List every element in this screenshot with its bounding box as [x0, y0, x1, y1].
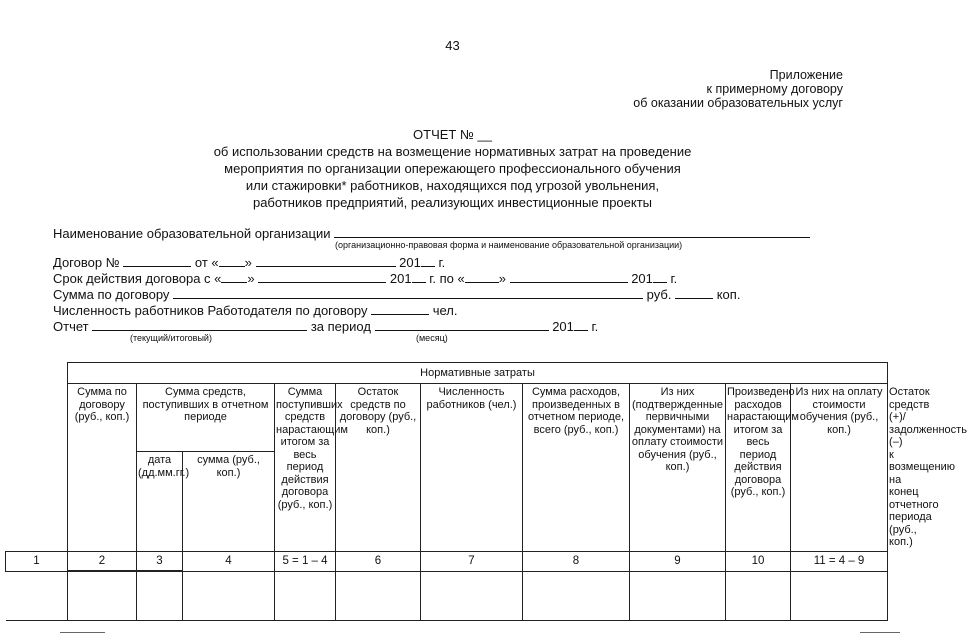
- sum-kop-label: коп.: [716, 287, 741, 302]
- table-cell[interactable]: [791, 571, 888, 620]
- sum-kop-field[interactable]: [675, 286, 713, 299]
- sum-rub-label: руб.: [646, 287, 672, 302]
- term-end-year-suffix: г.: [670, 271, 678, 286]
- report-month-field[interactable]: [375, 318, 549, 331]
- table-cell[interactable]: [336, 571, 421, 620]
- header-col-6-text: Численность работников (чел.): [426, 386, 517, 411]
- table-row: [6, 571, 888, 620]
- header-col-1-text: Сумма по договору (руб., коп.): [74, 386, 130, 423]
- report-year-field[interactable]: [574, 318, 588, 331]
- header-col-10-text: Из них на оплату стоимости обучения (руб., коп.): [795, 386, 883, 436]
- bottom-rule-left: [60, 632, 105, 633]
- report-type-field[interactable]: [92, 318, 307, 331]
- column-number: 3: [137, 551, 183, 571]
- page-number: 43: [445, 38, 460, 53]
- column-number: 8: [523, 551, 630, 571]
- contract-quote: »: [244, 255, 252, 270]
- contract-year-prefix: 201: [399, 255, 421, 270]
- report-type-hint: (текущий/итоговый): [130, 333, 212, 343]
- header-col-8-text: Из них (подтвержденные первичными документами) на оплату стоимости обучения (руб., коп.): [631, 386, 724, 473]
- contract-row: [53, 254, 445, 270]
- table-cell[interactable]: [421, 571, 523, 620]
- contract-month-field[interactable]: [256, 254, 396, 267]
- table-cell[interactable]: [68, 571, 137, 620]
- org-name-label: Наименование образовательной организации: [53, 226, 331, 241]
- term-end-year-prefix: 201: [631, 271, 653, 286]
- header-col-2-3-group: [137, 384, 275, 452]
- bottom-rule-right: [860, 632, 900, 633]
- table-cell[interactable]: [6, 571, 68, 620]
- staff-label: Численность работников Работодателя по договору: [53, 303, 368, 318]
- term-to-label: г. по «: [429, 271, 465, 286]
- staff-row: [53, 302, 457, 318]
- contract-day-field[interactable]: [219, 254, 245, 267]
- header-col-3: [183, 452, 275, 551]
- table-cell[interactable]: [275, 571, 336, 620]
- header-col-3-text: сумма (руб., коп.): [197, 454, 260, 479]
- staff-count-field[interactable]: [371, 302, 429, 315]
- group-header-cell: [68, 363, 888, 384]
- appendix-line-1: Приложение: [769, 68, 843, 82]
- term-end-day-field[interactable]: [465, 270, 499, 283]
- header-col-5-text: Остаток средств по договору (руб., коп.): [339, 386, 417, 436]
- column-number: 10: [726, 551, 791, 571]
- contract-number-field[interactable]: [123, 254, 191, 267]
- sum-rub-field[interactable]: [173, 286, 643, 299]
- report-year-prefix: 201: [552, 319, 574, 334]
- header-col-4-text: Сумма поступивших средств нарастающим итогом за весь период действия договора (руб., коп.): [276, 386, 348, 511]
- table-cell[interactable]: [137, 571, 183, 620]
- column-numbers-row: [6, 551, 888, 571]
- header-col-9-text: Произведено расходов нарастающим итогом за весь период действия договора (руб., коп.): [727, 386, 799, 498]
- header-col-2: [137, 452, 190, 551]
- report-subtitle-1: об использовании средств на возмещение нормативных затрат на проведение: [213, 144, 692, 159]
- report-title: ОТЧЕТ № __: [413, 127, 492, 142]
- column-number: 2: [68, 551, 137, 571]
- header-col-9: [726, 384, 799, 552]
- header-col-1: [68, 384, 137, 552]
- term-start-year-field[interactable]: [412, 270, 426, 283]
- sum-label: Сумма по договору: [53, 287, 170, 302]
- table-cell[interactable]: [630, 571, 726, 620]
- term-quote-1: »: [247, 271, 255, 286]
- report-year-suffix: г.: [591, 319, 599, 334]
- term-start-day-field[interactable]: [221, 270, 247, 283]
- table-cell[interactable]: [183, 571, 275, 620]
- sum-row: [53, 286, 740, 302]
- group-header: Нормативные затраты: [420, 366, 535, 379]
- empty-corner-cell: [6, 363, 68, 552]
- org-name-field[interactable]: [334, 225, 810, 238]
- header-col-7-text: Сумма расходов, произведенных в отчетном периоде, всего (руб., коп.): [527, 386, 625, 436]
- term-end-year-field[interactable]: [653, 270, 667, 283]
- column-number: 5 = 1 – 4: [275, 551, 336, 571]
- header-col-2-text: дата (дд.мм.гг.): [138, 454, 190, 479]
- report-label: Отчет: [53, 319, 89, 334]
- header-col-10: [791, 384, 888, 552]
- org-name-hint: (организационно-правовая форма и наименование образовательной организации): [335, 240, 683, 250]
- term-start-month-field[interactable]: [258, 270, 386, 283]
- column-number: 6: [336, 551, 421, 571]
- report-subtitle-2: мероприятия по организации опережающего профессионального обучения: [224, 161, 681, 176]
- row-divider-line: [68, 570, 182, 571]
- header-col-5: [336, 384, 421, 552]
- table-cell[interactable]: [726, 571, 791, 620]
- column-number: 9: [630, 551, 726, 571]
- header-col-2-3-text: Сумма средств, поступивших в отчетном периоде: [142, 386, 269, 423]
- contract-from-label: от «: [194, 255, 219, 270]
- term-label: Срок действия договора с «: [53, 271, 222, 286]
- term-row: [53, 270, 677, 286]
- appendix-line-2: к примерному договору: [706, 82, 843, 96]
- column-number: 1: [6, 551, 68, 571]
- column-number: 7: [421, 551, 523, 571]
- header-col-6: [421, 384, 523, 552]
- column-number: 11 = 4 – 9: [791, 551, 888, 571]
- contract-year-field[interactable]: [421, 254, 435, 267]
- header-col-8: [630, 384, 726, 552]
- report-subtitle-3: или стажировки* работников, находящихся под угрозой увольнения,: [245, 178, 660, 193]
- contract-label: Договор №: [53, 255, 120, 270]
- table-cell[interactable]: [523, 571, 630, 620]
- header-col-11-text: Остаток средств (+)/ задолженность (–) к возмещению на конец отчетного периода (руб., коп.): [889, 386, 967, 548]
- appendix-line-3: об оказании образовательных услуг: [633, 96, 843, 110]
- period-label: за период: [310, 319, 371, 334]
- report-row: [53, 318, 598, 334]
- header-col-7: [523, 384, 630, 552]
- staff-unit-label: чел.: [432, 303, 458, 318]
- header-col-4: [275, 384, 348, 552]
- org-name-row: [53, 225, 810, 241]
- report-subtitle-4: работников предприятий, реализующих инвестиционные проекты: [252, 195, 653, 210]
- column-number: 4: [183, 551, 275, 571]
- term-quote-2: »: [498, 271, 506, 286]
- term-start-year-prefix: 201: [389, 271, 412, 286]
- report-month-hint: (месяц): [416, 333, 448, 343]
- contract-year-suffix: г.: [438, 255, 446, 270]
- expenses-table: [5, 362, 967, 621]
- term-end-month-field[interactable]: [510, 270, 628, 283]
